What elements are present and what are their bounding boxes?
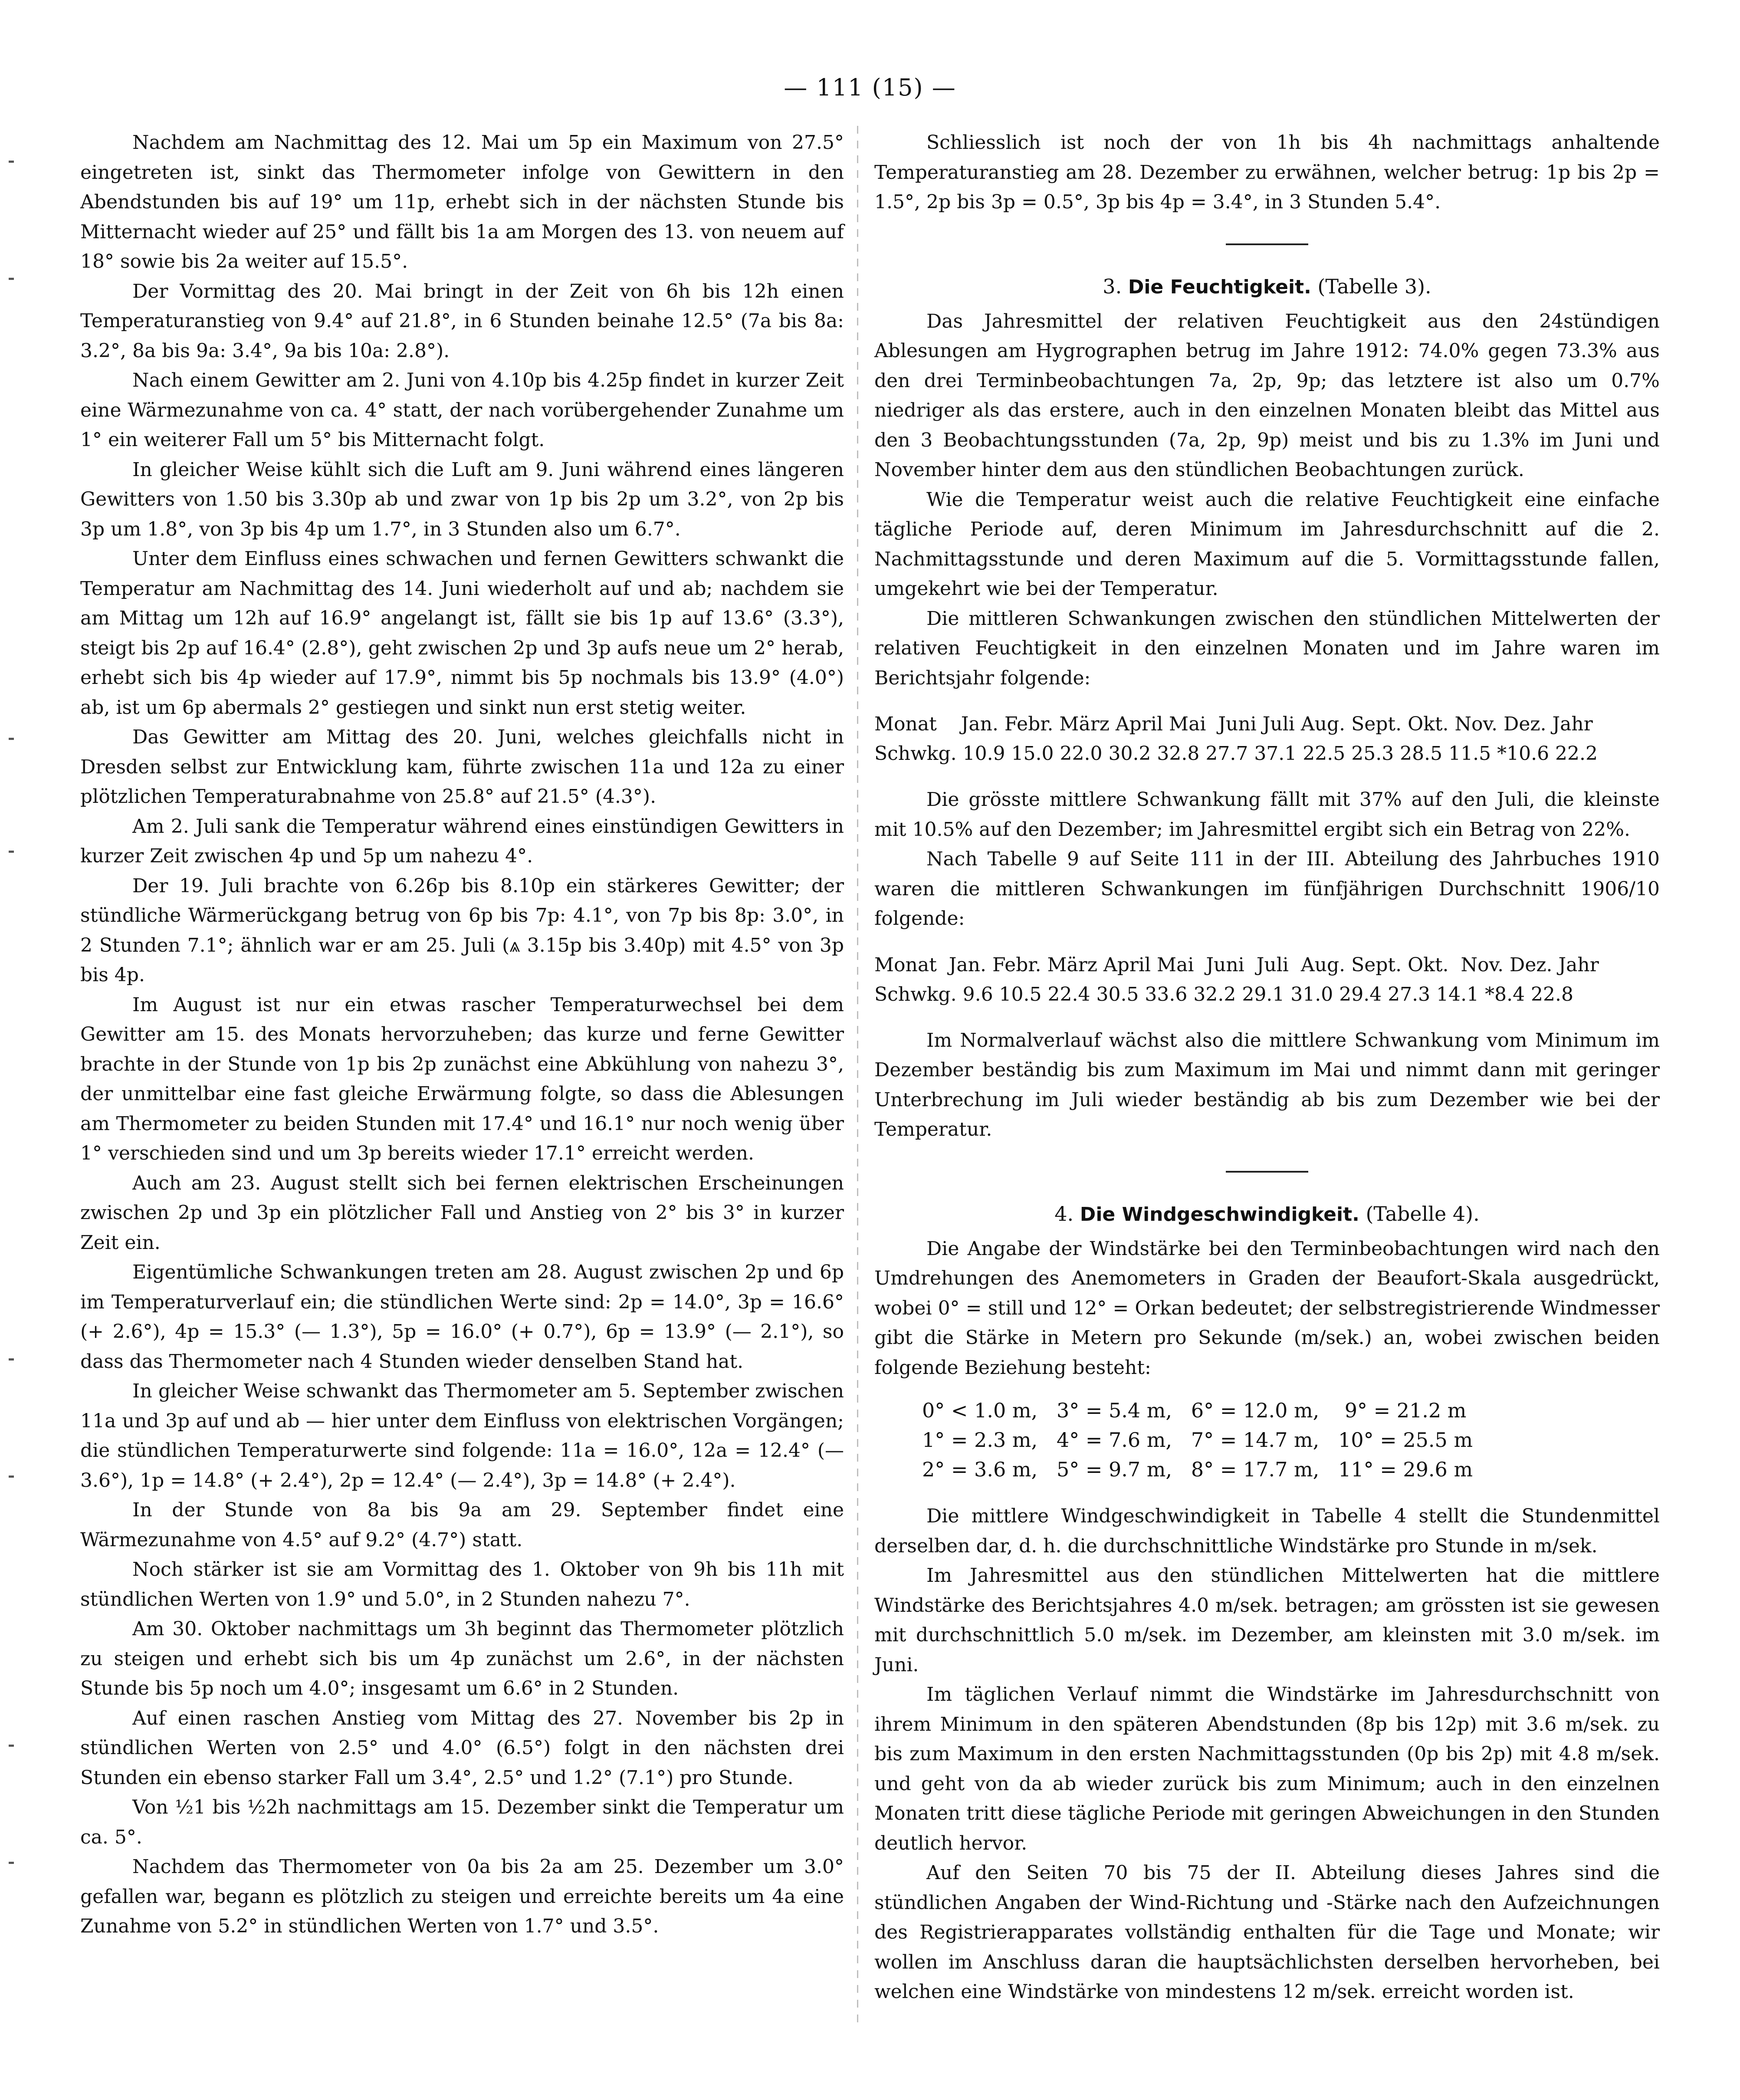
- section-heading-wind: [874, 1194, 1660, 1234]
- left-column: [80, 128, 844, 1942]
- section-ref: (Tabelle 4).: [1366, 1202, 1480, 1226]
- paragraph: Nach einem Gewitter am 2. Juni von 4.10p bis 4.25p findet in kurzer Zeit eine Wärmezunahme von ca. 4° statt, der nach vorübergehender Zunahme um 1° ein weiterer Fall um 5° bis Mitternacht folgt.: [80, 369, 844, 451]
- paragraph: Die grösste mittlere Schwankung fällt mit 37% auf den Juli, die kleinste mit 10.5% auf den Dezember; im Jahresmittel ergibt sich ein Betrag von 22%.: [874, 789, 1660, 841]
- margin-marks: [9, 0, 26, 2100]
- paragraph: Nach Tabelle 9 auf Seite 111 in der III. Abteilung des Jahrbuches 1910 waren die mittleren Schwankungen im fünfjährigen Durchschnitt 1906/10 folgende:: [874, 848, 1660, 930]
- spacer: [874, 934, 1660, 950]
- paragraph: Im Normalverlauf wächst also die mittlere Schwankung vom Minimum im Dezember beständig bis zum Maximum im Mai und nimmt dann mit geringer Unterbrechung im Juli wieder beständig ab bis zum Dezember wie bei der Temperatur.: [874, 1029, 1660, 1140]
- margin-mark: [9, 851, 14, 853]
- paragraph: Das Jahresmittel der relativen Feuchtigkeit aus den 24stündigen Ablesungen am Hygrographen betrug im Jahre 1912: 74.0% gegen 73.3% aus den drei Terminbeobachtungen 7a, 2p, 9p; das letztere ist also um 0.7% niedriger als das erstere, auch in den einzelnen Monaten bleibt das Mittel aus den 3 Beobachtungsstunden (7a, 2p, 9p) meist und bis zu 1.3% im Juni und November hinter dem aus den stündlichen Beobachtungen zurück.: [874, 310, 1660, 481]
- paragraph: Nachdem am Nachmittag des 12. Mai um 5p ein Maximum von 27.5° eingetreten ist, sinkt das Thermometer infolge von Gewittern in den Abendstunden bis auf 19° um 11p, erhebt sich in der nächsten Stunde bis Mitternacht wieder auf 25° und fällt bis 1a am Morgen des 13. von neuem auf 18° sowie bis 2a weiter auf 15.5°.: [80, 131, 844, 273]
- paragraph: Die mittlere Windgeschwindigkeit in Tabelle 4 stellt die Stundenmittel derselben dar, d. h. die durchschnittliche Windstärke pro Stunde in m/sek.: [874, 1505, 1660, 1557]
- margin-mark: [9, 1358, 14, 1361]
- paragraph: Noch stärker ist sie am Vormittag des 1. Oktober von 9h bis 11h mit stündlichen Werten von 1.9° und 5.0°, in 2 Stunden nahezu 7°.: [80, 1558, 844, 1610]
- page-header: — 111 (15) —: [784, 74, 956, 101]
- scale-row: 1° = 2.3 m, 4° = 7.6 m, 7° = 14.7 m, 10° = 25.5 m: [922, 1428, 1473, 1452]
- table-row: Schwkg. 9.6 10.5 22.4 30.5 33.6 32.2 29.1 31.0 29.4 27.3 14.1 *8.4 22.8: [874, 983, 1574, 1006]
- paragraph: Unter dem Einfluss eines schwachen und fernen Gewitters schwankt die Temperatur am Nachmittag des 14. Juni wiederholt auf und ab; nachdem sie am Mittag um 12h auf 16.9° angelangt ist, fällt sie bis 1p auf 13.6° (3.3°), steigt bis 2p auf 16.4° (2.8°), geht zwischen 2p und 3p aufs neue um 2° herab, erhebt sich bis 4p wieder auf 17.9°, nimmt bis 5p nochmals bis 13.9° (4.0°) ab, ist um 6p abermals 2° gestiegen und sinkt nun erst stetig weiter.: [80, 548, 844, 719]
- margin-mark: [9, 1745, 14, 1747]
- section-number: 3.: [1103, 274, 1122, 298]
- paragraph: Der 19. Juli brachte von 6.26p bis 8.10p ein stärkeres Gewitter; der stündliche Wärmerückgang betrug von 6p bis 7p: 4.1°, von 7p bis 8p: 3.0°, in 2 Stunden 7.1°; ähnlich war er am 25. Juli (⩓ 3.15p bis 3.40p) mit 4.5° von 3p bis 4p.: [80, 874, 844, 986]
- section-title: Die Feuchtigkeit.: [1128, 276, 1311, 298]
- section-heading-humidity: [874, 267, 1660, 307]
- section-rule: [1226, 1171, 1308, 1173]
- spacer: [874, 769, 1660, 785]
- paragraph: Die mittleren Schwankungen zwischen den stündlichen Mittelwerten der relativen Feuchtigkeit in den einzelnen Monaten und im Jahre waren im Berichtsjahr folgende:: [874, 607, 1660, 689]
- table-header-row: Monat Jan. Febr. März April Mai Juni Juli Aug. Sept. Okt. Nov. Dez. Jahr: [874, 713, 1593, 735]
- table-row: Schwkg. 10.9 15.0 22.0 30.2 32.8 27.7 37.1 22.5 25.3 28.5 11.5 *10.6 22.2: [874, 743, 1598, 765]
- margin-mark: [9, 1476, 14, 1478]
- paragraph: Auf den Seiten 70 bis 75 der II. Abteilung dieses Jahres sind die stündlichen Angaben der Wind-Richtung und -Stärke nach den Aufzeichnungen des Registrierapparates vollständig enthalten für die Tage und Monate; wir wollen im Anschluss daran die hauptsächlichsten derselben hervorheben, bei welchen eine Windstärke von mindestens 12 m/sek. erreicht worden ist.: [874, 1862, 1660, 2003]
- paragraph: In gleicher Weise kühlt sich die Luft am 9. Juni während eines längeren Gewitters von 1.50 bis 3.30p ab und zwar von 1p bis 2p um 3.2°, von 2p bis 3p um 1.8°, von 3p bis 4p um 1.7°, in 3 Stunden also um 6.7°.: [80, 458, 844, 540]
- paragraph: Am 30. Oktober nachmittags um 3h beginnt das Thermometer plötzlich zu steigen und erhebt sich bis um 4p zunächst um 2.6°, in der nächsten Stunde bis 5p noch um 4.0°; insgesamt um 6.6° in 2 Stunden.: [80, 1618, 844, 1699]
- paragraph: Im täglichen Verlauf nimmt die Windstärke im Jahresdurchschnitt von ihrem Minimum in den späteren Abendstunden (8p bis 12p) mit 3.6 m/sek. zu bis zum Maximum in den ersten Nachmittagsstunden (0p bis 2p) mit 4.8 m/sek. und geht von da ab wieder zurück bis zum Minimum; auch in den einzelnen Monaten tritt diese tägliche Periode mit geringen Abweichungen in den Stunden deutlich hervor.: [874, 1683, 1660, 1854]
- spacer: [874, 1009, 1660, 1026]
- scale-row: 0° < 1.0 m, 3° = 5.4 m, 6° = 12.0 m, 9° = 21.2 m: [922, 1399, 1467, 1422]
- margin-mark: [9, 278, 14, 280]
- paragraph: Von ½1 bis ½2h nachmittags am 15. Dezember sinkt die Temperatur um ca. 5°.: [80, 1796, 844, 1848]
- margin-mark: [9, 738, 14, 740]
- margin-mark: [9, 161, 14, 163]
- column-divider: [857, 126, 858, 2022]
- paragraph: Im Jahresmittel aus den stündlichen Mittelwerten hat die mittlere Windstärke des Berichtsjahres 4.0 m/sek. betragen; am grössten ist sie gewesen mit durchschnittlich 5.0 m/sek. im Dezember, am kleinsten mit 3.0 m/sek. im Juni.: [874, 1564, 1660, 1676]
- paragraph: Schliesslich ist noch der von 1h bis 4h nachmittags anhaltende Temperaturanstieg am 28. Dezember zu erwähnen, welcher betrug: 1p bis 2p = 1.5°, 2p bis 3p = 0.5°, 3p bis 4p = 3.4°, in 3 Stunden 5.4°.: [874, 131, 1660, 213]
- paragraph: Am 2. Juli sank die Temperatur während eines einstündigen Gewitters in kurzer Zeit zwischen 4p und 5p um nahezu 4°.: [80, 815, 844, 867]
- paragraph: Im August ist nur ein etwas rascher Temperaturwechsel bei dem Gewitter am 15. des Monats hervorzuheben; das kurze und ferne Gewitter brachte in der Stunde von 1p bis 2p zunächst eine Abkühlung von nahezu 3°, der unmittelbar eine fast gleiche Erwärmung folgte, so dass die Ablesungen am Thermometer zu beiden Stunden mit 17.4° und 16.1° nur noch wenig über 1° verschieden sind und um 3p bereits wieder 17.1° erreicht werden.: [80, 993, 844, 1164]
- section-rule: [1226, 243, 1308, 245]
- paragraph: Auch am 23. August stellt sich bei fernen elektrischen Erscheinungen zwischen 2p und 3p ein plötzlicher Fall und Anstieg von 2° bis 3° in kurzer Zeit ein.: [80, 1172, 844, 1254]
- beaufort-scale: [922, 1396, 1660, 1484]
- scale-row: 2° = 3.6 m, 5° = 9.7 m, 8° = 17.7 m, 11° = 29.6 m: [922, 1458, 1473, 1481]
- section-number: 4.: [1054, 1202, 1074, 1226]
- paragraph: Das Gewitter am Mittag des 20. Juni, welches gleichfalls nicht in Dresden selbst zur Entwicklung kam, führte zwischen 11a und 12a zu einer plötzlichen Temperaturabnahme von 25.8° auf 21.5° (4.3°).: [80, 726, 844, 808]
- paragraph: Wie die Temperatur weist auch die relative Feuchtigkeit eine einfache tägliche Periode auf, deren Minimum im Jahresdurchschnitt auf die 2. Nachmittagsstunde und deren Maximum auf die 5. Vormittagsstunde fallen, umgekehrt wie bei der Temperatur.: [874, 488, 1660, 600]
- paragraph: In gleicher Weise schwankt das Thermometer am 5. September zwischen 11a und 3p auf und ab — hier unter dem Einfluss von elektrischen Vorgängen; die stündlichen Temperaturwerte sind folgende: 11a = 16.0°, 12a = 12.4° (— 3.6°), 1p = 14.8° (+ 2.4°), 2p = 12.4° (— 2.4°), 3p = 14.8° (+ 2.4°).: [80, 1380, 844, 1492]
- margin-mark: [9, 1862, 14, 1864]
- paragraph: Eigentümliche Schwankungen treten am 28. August zwischen 2p und 6p im Temperaturverlauf ein; die stündlichen Werte sind: 2p = 14.0°, 3p = 16.6° (+ 2.6°), 4p = 15.3° (— 1.3°), 5p = 16.0° (+ 0.7°), 6p = 13.9° (— 2.1°), so dass das Thermometer nach 4 Stunden wieder denselben Stand hat.: [80, 1261, 844, 1373]
- right-column: [874, 128, 1660, 2007]
- section-title: Die Windgeschwindigkeit.: [1080, 1203, 1359, 1226]
- spacer: [874, 693, 1660, 710]
- paragraph: Nachdem das Thermometer von 0a bis 2a am 25. Dezember um 3.0° gefallen war, begann es plötzlich zu steigen und erreichte bereits um 4a eine Zunahme von 5.2° in stündlichen Werten von 1.7° und 3.5°.: [80, 1856, 844, 1937]
- table-header-row: Monat Jan. Febr. März April Mai Juni Juli Aug. Sept. Okt. Nov. Dez. Jahr: [874, 953, 1599, 976]
- paragraph: Der Vormittag des 20. Mai bringt in der Zeit von 6h bis 12h einen Temperaturanstieg von 9.4° auf 21.8°, in 6 Stunden beinahe 12.5° (7a bis 8a: 3.2°, 8a bis 9a: 3.4°, 9a bis 10a: 2.8°).: [80, 280, 844, 362]
- section-ref: (Tabelle 3).: [1317, 274, 1431, 298]
- paragraph: In der Stunde von 8a bis 9a am 29. September findet eine Wärmezunahme von 4.5° auf 9.2° (4.7°) statt.: [80, 1499, 844, 1551]
- paragraph: Auf einen raschen Anstieg vom Mittag des 27. November bis 2p in stündlichen Werten von 2.5° und 4.0° (6.5°) folgt in den nächsten drei Stunden ein ebenso starker Fall um 3.4°, 2.5° und 1.2° (7.1°) pro Stunde.: [80, 1707, 844, 1789]
- paragraph: Die Angabe der Windstärke bei den Terminbeobachtungen wird nach den Umdrehungen des Anemometers in Graden der Beaufort-Skala ausgedrückt, wobei 0° = still und 12° = Orkan bedeutet; der selbstregistrierende Windmesser gibt die Stärke in Metern pro Sekunde (m/sek.) an, wobei zwischen beiden folgende Beziehung besteht:: [874, 1237, 1660, 1379]
